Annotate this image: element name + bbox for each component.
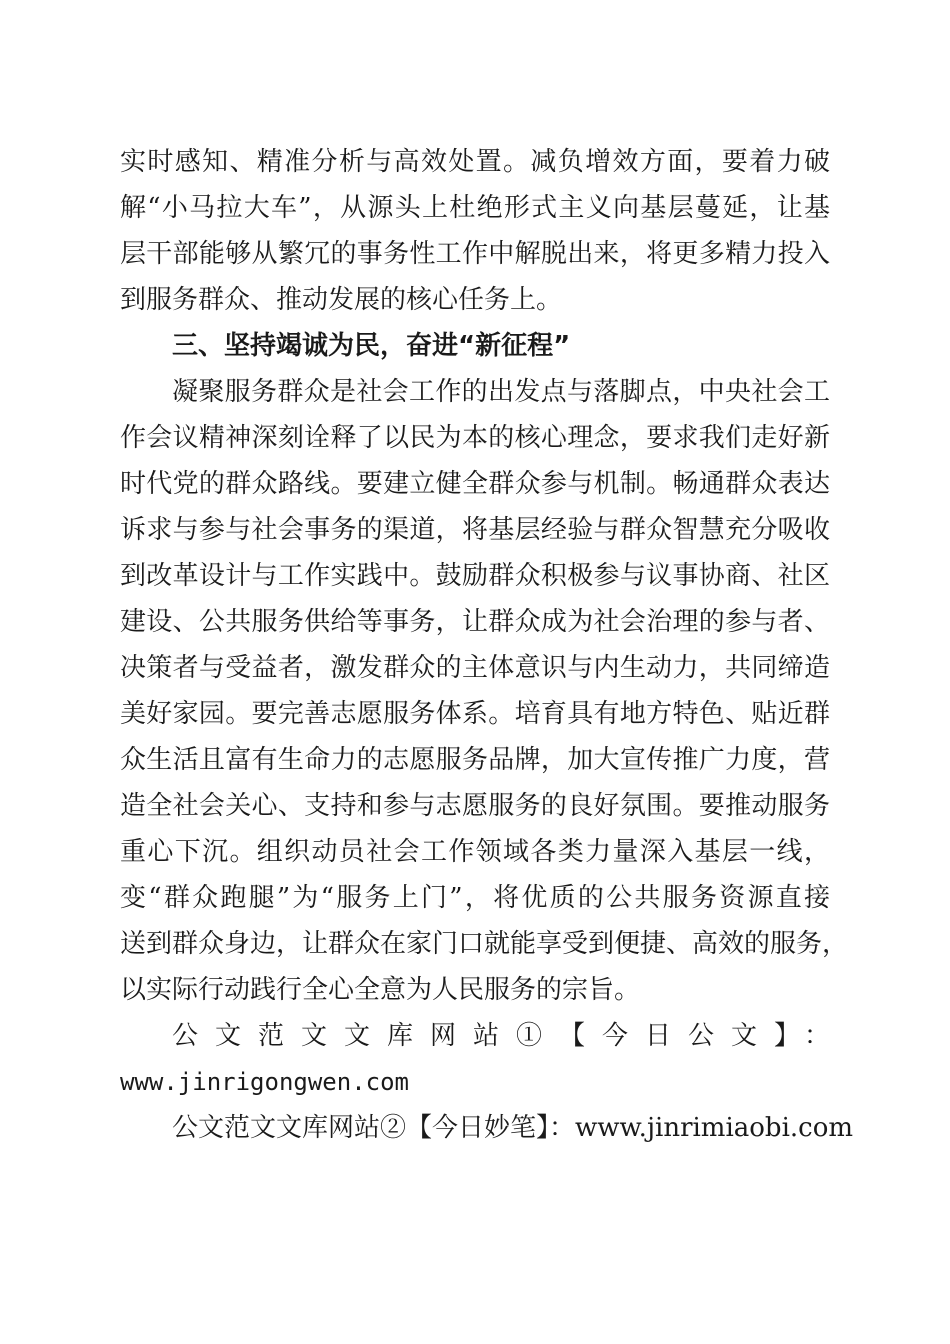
paragraph-2-line-13: 送到群众身边，让群众在家门口就能享受到便捷、高效的服务， (120, 929, 849, 959)
paragraph-2-line-6: 建设、公共服务供给等事务，让群众成为社会治理的参与者、 (120, 607, 830, 637)
paragraph-2-line-3: 时代党的群众路线。要建立健全群众参与机制。畅通群众表达 (120, 469, 830, 499)
paragraph-2-line-5: 到改革设计与工作实践中。鼓励群众积极参与议事协商、社区 (120, 561, 830, 591)
paragraph-1-line-1: 实时感知、精准分析与高效处置。减负增效方面，要着力破 (120, 147, 830, 177)
paragraph-1-line-4: 到服务群众、推动发展的核心任务上。 (120, 285, 563, 315)
footer-site-1-url[interactable]: www.jinrigongwen.com (120, 1068, 409, 1096)
paragraph-2-line-4: 诉求与参与社会事务的渠道，将基层经验与群众智慧充分吸收 (120, 515, 830, 545)
paragraph-2-line-7: 决策者与受益者，激发群众的主体意识与内生动力，共同缔造 (120, 653, 830, 683)
paragraph-1-line-3: 层干部能够从繁冗的事务性工作中解脱出来，将更多精力投入 (120, 239, 830, 269)
paragraph-2-line-10: 造全社会关心、支持和参与志愿服务的良好氛围。要推动服务 (120, 791, 830, 821)
footer-site-1-label: 公文范文文库网站①【今日公文】： (172, 1021, 830, 1051)
paragraph-2-line-2: 作会议精神深刻诠释了以民为本的核心理念，要求我们走好新 (120, 423, 830, 453)
paragraph-2-line-8: 美好家园。要完善志愿服务体系。培育具有地方特色、贴近群 (120, 699, 830, 729)
paragraph-2-line-12: 变“群众跑腿”为“服务上门”，将优质的公共服务资源直接 (120, 883, 830, 913)
footer-site-2[interactable]: 公文范文文库网站②【今日妙笔】：www.jinrimiaobi.com (172, 1113, 854, 1143)
paragraph-1-line-2: 解“小马拉大车”，从源头上杜绝形式主义向基层蔓延，让基 (120, 193, 830, 223)
paragraph-2-line-11: 重心下沉。组织动员社会工作领域各类力量深入基层一线， (120, 837, 830, 867)
section-heading: 三、坚持竭诚为民，奋进“新征程” (172, 331, 571, 361)
paragraph-2-line-14: 以实际行动践行全心全意为人民服务的宗旨。 (120, 975, 641, 1005)
paragraph-2-line-1: 凝聚服务群众是社会工作的出发点与落脚点，中央社会工 (172, 377, 830, 407)
paragraph-2-line-9: 众生活且富有生命力的志愿服务品牌，加大宣传推广力度，营 (120, 745, 830, 775)
